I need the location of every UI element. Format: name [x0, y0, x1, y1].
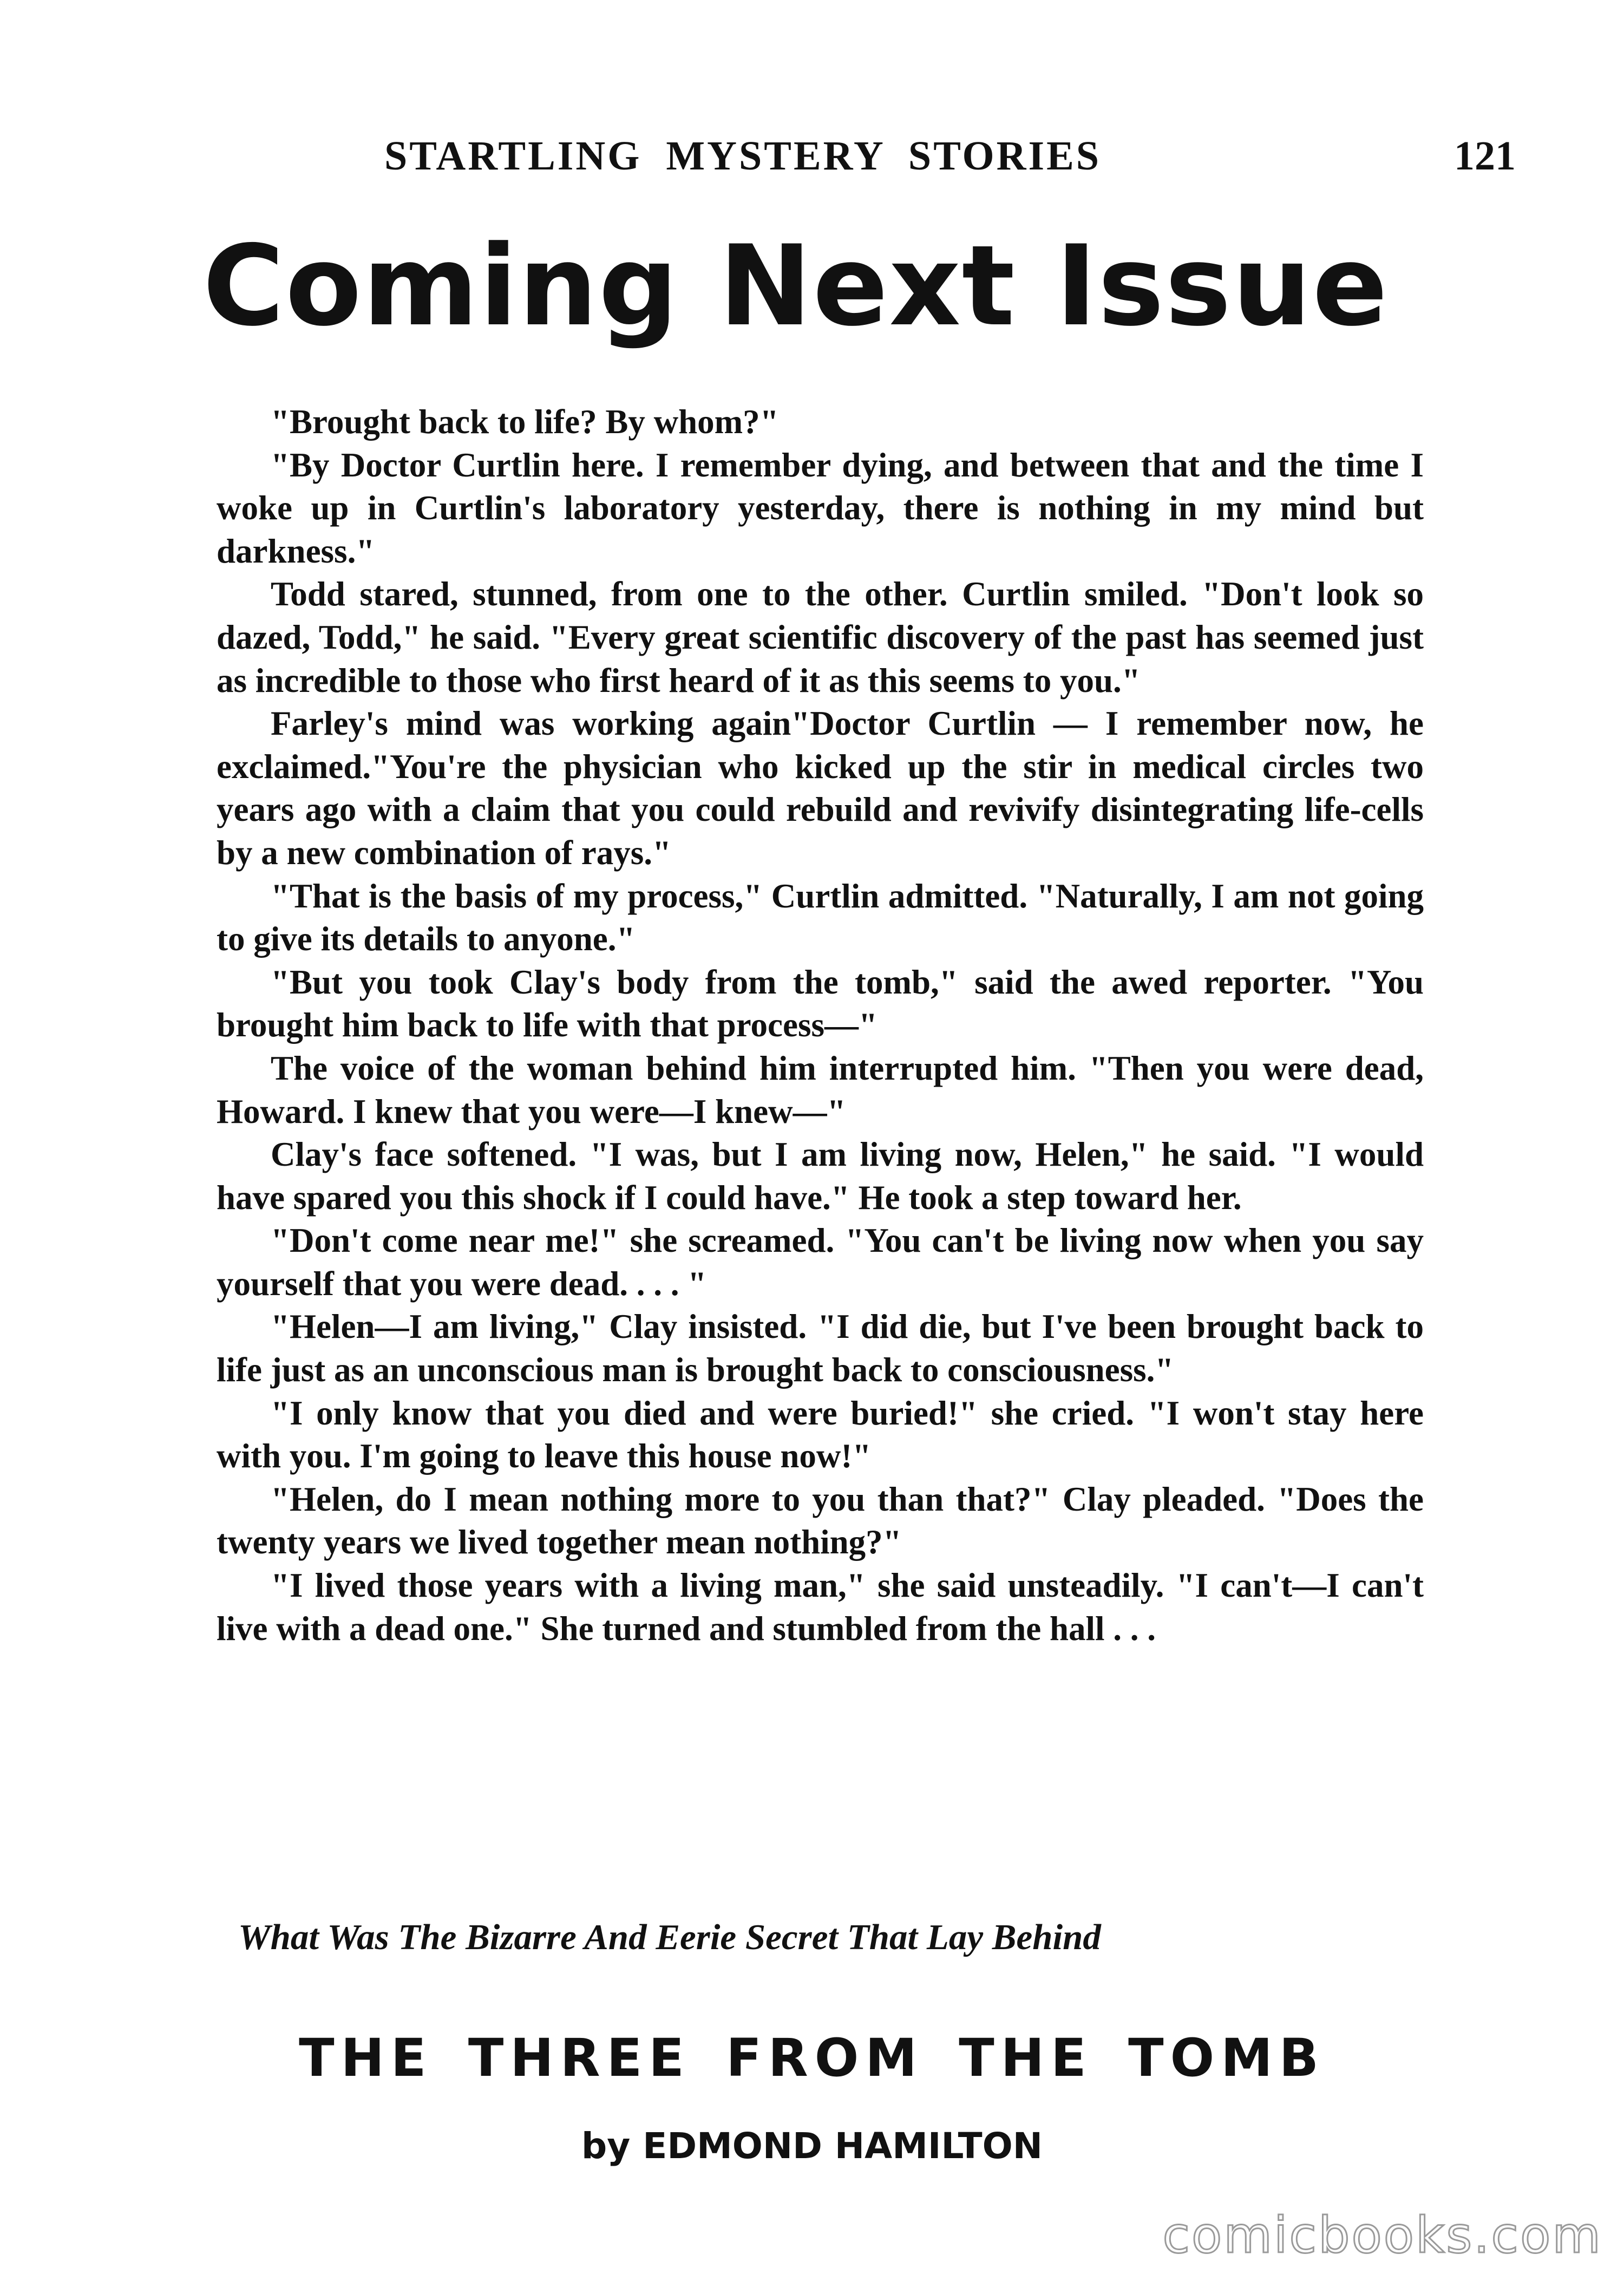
page-title: Coming Next Issue: [202, 222, 1389, 351]
paragraph: "By Doctor Curtlin here. I remember dying, and between that and the time I woke up in Curtlin's laboratory yesterday, there is nothing in my mind but darkness.": [217, 446, 1424, 570]
paragraph: "Helen, do I mean nothing more to you than that?" Clay pleaded. "Does the twenty years we lived together mean nothing?": [217, 1480, 1424, 1561]
paragraph: "Brought back to life? By whom?": [271, 403, 779, 441]
paragraph: Farley's mind was working again"Doctor Curtlin — I remember now, he exclaimed."You're the physician who kicked up the stir in medical circles two years ago with a claim that you could rebuild and revivify disintegrating life-cells by a new combination of rays.": [217, 704, 1424, 872]
paragraph: "I only know that you died and were buried!" she cried. "I won't stay here with you. I'm going to leave this house now!": [217, 1394, 1424, 1475]
paragraph: The voice of the woman behind him interrupted him. "Then you were dead, Howard. I knew that you were—I knew—": [217, 1049, 1424, 1131]
watermark: comicbooks.com: [1162, 2206, 1602, 2264]
paragraph: "Helen—I am living," Clay insisted. "I did die, but I've been brought back to life just as an unconscious man is brought back to consciousness.": [217, 1308, 1424, 1389]
paragraph: Clay's face softened. "I was, but I am living now, Helen," he said. "I would have spared you this shock if I could have." He took a step toward her.: [217, 1135, 1424, 1217]
paragraph: "Don't come near me!" she screamed. "You can't be living now when you say yourself that you were dead. . . . ": [217, 1221, 1424, 1303]
teaser-line: What Was The Bizarre And Eerie Secret That Lay Behind: [238, 1917, 1101, 1957]
page-number: 121: [1454, 133, 1516, 179]
paragraph: "I lived those years with a living man," she said unsteadily. "I can't—I can't live with a dead one." She turned and stumbled from the hall . . .: [217, 1566, 1424, 1648]
paragraph: "But you took Clay's body from the tomb," said the awed reporter. "You brought him back to life with that process—": [217, 963, 1424, 1044]
story-excerpt: [217, 401, 1424, 1650]
story-title: THE THREE FROM THE TOMB: [299, 2028, 1325, 2088]
author-byline: by EDMOND HAMILTON: [581, 2125, 1043, 2167]
running-head: STARTLING MYSTERY STORIES: [384, 133, 1102, 179]
paragraph: "That is the basis of my process," Curtlin admitted. "Naturally, I am not going to give its details to anyone.": [217, 877, 1424, 958]
paragraph: Todd stared, stunned, from one to the other. Curtlin smiled. "Don't look so dazed, Todd," he said. "Every great scientific discovery of the past has seemed just as incredible to those who first heard of it as this seems to you.": [217, 575, 1424, 700]
